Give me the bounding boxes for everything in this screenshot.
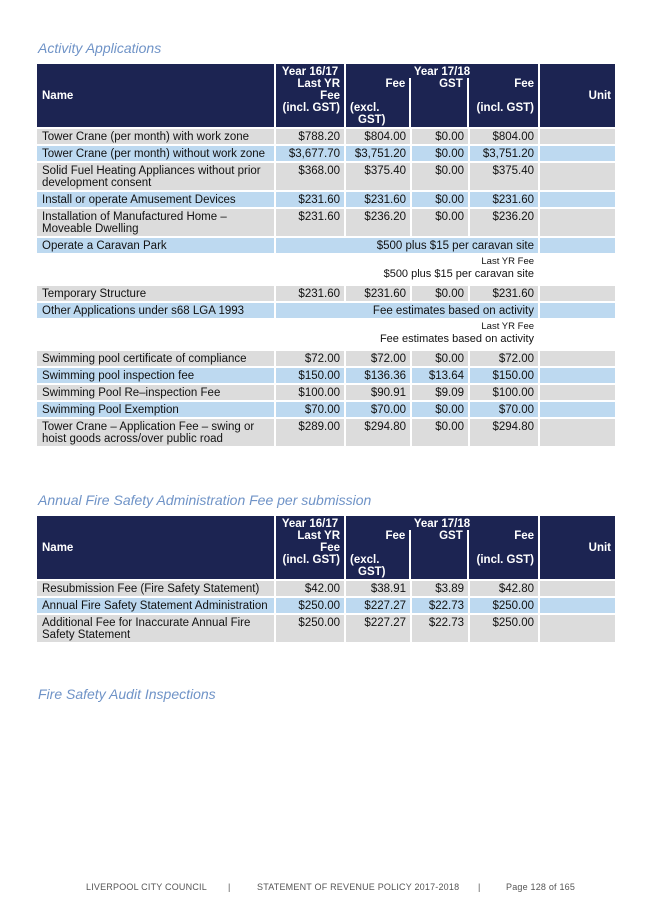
- row-name: Operate a Caravan Park: [37, 237, 275, 253]
- row-gst: $22.73: [411, 597, 469, 614]
- row-name: Tower Crane – Application Fee – swing or hoist goods across/over public road: [37, 418, 275, 446]
- row-fee-excl: $72.00: [345, 350, 411, 367]
- row-unit: [539, 285, 615, 302]
- row-gst: $0.00: [411, 401, 469, 418]
- incl-gst-label-curr: (incl. GST): [476, 102, 535, 114]
- row-last-yr-fee: $250.00: [275, 614, 345, 642]
- row-fee-incl: $231.60: [469, 191, 539, 208]
- table-header-row: [37, 516, 615, 580]
- row-fee-incl: $42.80: [469, 580, 539, 597]
- row-fee-excl: $236.20: [345, 208, 411, 237]
- row-fee-incl: $72.00: [469, 350, 539, 367]
- excl-label: (excl.: [350, 102, 380, 114]
- year-prev-label: Year 16/17: [281, 66, 339, 78]
- col-header-fee-incl: Fee: [514, 78, 535, 90]
- row-last-yr-fee: $289.00: [275, 418, 345, 446]
- row-last-yr-fee: $100.00: [275, 384, 345, 401]
- row-last-yr-fee: $231.60: [275, 191, 345, 208]
- row-fee-incl: $250.00: [469, 614, 539, 642]
- table-row: [37, 285, 615, 302]
- footer-org: LIVERPOOL CITY COUNCIL: [86, 882, 207, 892]
- row-unit: [539, 384, 615, 401]
- row-last-yr-fee: $150.00: [275, 367, 345, 384]
- table-row: [37, 597, 615, 614]
- row-last-yr-fee: $231.60: [275, 208, 345, 237]
- row-unit: [539, 367, 615, 384]
- year-curr-label: Year 17/18: [413, 518, 471, 530]
- row-last-yr-fee: $231.60: [275, 285, 345, 302]
- row-last-yr-fee: $72.00: [275, 350, 345, 367]
- row-fee-incl: $804.00: [469, 128, 539, 145]
- row-name: Tower Crane (per month) without work zone: [37, 145, 275, 162]
- row-unit: [539, 162, 615, 191]
- last-yr-note: [37, 253, 539, 285]
- col-header-unit: Unit: [539, 516, 615, 580]
- row-name: Install or operate Amusement Devices: [37, 191, 275, 208]
- row-fee-text: $500 plus $15 per caravan site: [275, 237, 539, 253]
- row-name: Additional Fee for Inaccurate Annual Fire Safety Statement: [37, 614, 275, 642]
- row-gst: $0.00: [411, 191, 469, 208]
- table-row: [37, 208, 615, 237]
- col-header-unit: Unit: [539, 64, 615, 128]
- last-yr-note-text: Fee estimates based on activity: [379, 333, 535, 345]
- row-last-yr-fee: $368.00: [275, 162, 345, 191]
- last-yr-note-text: $500 plus $15 per caravan site: [383, 268, 535, 280]
- row-fee-excl: $294.80: [345, 418, 411, 446]
- row-fee-incl: $70.00: [469, 401, 539, 418]
- row-name: Tower Crane (per month) with work zone: [37, 128, 275, 145]
- fee-label: Fee: [320, 542, 340, 554]
- row-gst: $0.00: [411, 162, 469, 191]
- row-fee-incl: $100.00: [469, 384, 539, 401]
- footer-separator: |: [228, 882, 231, 892]
- table-row: [37, 384, 615, 401]
- col-header-name: Name: [37, 64, 275, 128]
- col-header-name: Name: [37, 516, 275, 580]
- row-gst: $0.00: [411, 418, 469, 446]
- table-row: [37, 580, 615, 597]
- table-row: [37, 191, 615, 208]
- table-row: [37, 367, 615, 384]
- row-name: Installation of Manufactured Home – Moveable Dwelling: [37, 208, 275, 237]
- last-yr-note-row: [37, 253, 615, 285]
- last-yr-note-row: [37, 318, 615, 350]
- row-fee-excl: $375.40: [345, 162, 411, 191]
- fire-safety-audit-title: Fire Safety Audit Inspections: [38, 686, 216, 702]
- row-unit: [539, 237, 615, 253]
- row-fee-excl: $70.00: [345, 401, 411, 418]
- col-header-gst: GST: [439, 530, 463, 542]
- table-row: [37, 128, 615, 145]
- gst-close-label: GST): [358, 114, 386, 126]
- row-last-yr-fee: $788.20: [275, 128, 345, 145]
- row-unit: [539, 350, 615, 367]
- incl-gst-label: (incl. GST): [282, 554, 340, 566]
- row-fee-excl: $231.60: [345, 191, 411, 208]
- table-row: [37, 401, 615, 418]
- row-unit: [539, 208, 615, 237]
- excl-label: (excl.: [350, 554, 380, 566]
- row-name: Resubmission Fee (Fire Safety Statement): [37, 580, 275, 597]
- row-fee-incl: $294.80: [469, 418, 539, 446]
- row-gst: $9.09: [411, 384, 469, 401]
- row-name: Annual Fire Safety Statement Administration: [37, 597, 275, 614]
- year-prev-label: Year 16/17: [281, 518, 339, 530]
- row-gst: $13.64: [411, 367, 469, 384]
- footer-doc-title: STATEMENT OF REVENUE POLICY 2017-2018: [257, 882, 460, 892]
- year-curr-label: Year 17/18: [413, 66, 471, 78]
- row-fee-excl: $90.91: [345, 384, 411, 401]
- row-unit: [539, 614, 615, 642]
- table-row: [37, 145, 615, 162]
- table-row: [37, 614, 615, 642]
- row-last-yr-fee: $250.00: [275, 597, 345, 614]
- row-name: Swimming Pool Exemption: [37, 401, 275, 418]
- incl-gst-label: (incl. GST): [282, 102, 340, 114]
- row-unit: [539, 418, 615, 446]
- row-gst: $0.00: [411, 208, 469, 237]
- row-unit: [539, 191, 615, 208]
- row-fee-excl: $227.27: [345, 614, 411, 642]
- row-last-yr-fee: $42.00: [275, 580, 345, 597]
- row-gst: $0.00: [411, 145, 469, 162]
- table-row: [37, 302, 615, 318]
- row-last-yr-fee: $3,677.70: [275, 145, 345, 162]
- row-unit: [539, 145, 615, 162]
- table-header-row: [37, 64, 615, 128]
- row-fee-excl: $231.60: [345, 285, 411, 302]
- row-gst: $0.00: [411, 285, 469, 302]
- gst-close-label: GST): [358, 566, 386, 578]
- annual-fire-safety-table: [37, 516, 615, 642]
- col-header-last-yr-fee: [275, 64, 345, 128]
- row-name: Swimming pool certificate of compliance: [37, 350, 275, 367]
- row-fee-excl: $227.27: [345, 597, 411, 614]
- col-header-fee-incl: Fee: [514, 530, 535, 542]
- row-gst: $3.89: [411, 580, 469, 597]
- row-name: Swimming Pool Re–inspection Fee: [37, 384, 275, 401]
- row-gst: $0.00: [411, 350, 469, 367]
- table-row: [37, 237, 615, 253]
- row-unit: [539, 302, 615, 318]
- col-header-fee-excl: Fee: [385, 78, 406, 90]
- row-unit: [539, 128, 615, 145]
- row-name: Swimming pool inspection fee: [37, 367, 275, 384]
- incl-gst-label-curr: (incl. GST): [476, 554, 535, 566]
- last-yr-label: Last YR: [297, 530, 340, 542]
- row-fee-incl: $231.60: [469, 285, 539, 302]
- table-row: [37, 350, 615, 367]
- row-fee-incl: $375.40: [469, 162, 539, 191]
- table-row: [37, 162, 615, 191]
- table-row: [37, 418, 615, 446]
- last-yr-note: [37, 318, 539, 350]
- row-fee-excl: $3,751.20: [345, 145, 411, 162]
- row-name: Other Applications under s68 LGA 1993: [37, 302, 275, 318]
- row-unit: [539, 401, 615, 418]
- activity-applications-table: [37, 64, 615, 446]
- row-fee-text: Fee estimates based on activity: [275, 302, 539, 318]
- last-yr-label: Last YR: [297, 78, 340, 90]
- activity-applications-title: Activity Applications: [38, 40, 162, 56]
- fee-label: Fee: [320, 90, 340, 102]
- row-fee-incl: $150.00: [469, 367, 539, 384]
- col-header-fee-excl: Fee: [385, 530, 406, 542]
- col-header-gst: GST: [439, 78, 463, 90]
- row-fee-incl: $3,751.20: [469, 145, 539, 162]
- col-header-year-curr: [345, 64, 539, 128]
- row-gst: $22.73: [411, 614, 469, 642]
- row-unit: [539, 318, 615, 350]
- row-fee-excl: $38.91: [345, 580, 411, 597]
- row-fee-incl: $236.20: [469, 208, 539, 237]
- row-unit: [539, 580, 615, 597]
- row-fee-excl: $804.00: [345, 128, 411, 145]
- footer-separator: |: [478, 882, 481, 892]
- footer-page-number: Page 128 of 165: [506, 882, 576, 892]
- row-name: Temporary Structure: [37, 285, 275, 302]
- last-yr-note-label: Last YR Fee: [481, 321, 535, 332]
- row-unit: [539, 597, 615, 614]
- row-fee-excl: $136.36: [345, 367, 411, 384]
- col-header-year-curr: [345, 516, 539, 580]
- row-gst: $0.00: [411, 128, 469, 145]
- row-last-yr-fee: $70.00: [275, 401, 345, 418]
- row-name: Solid Fuel Heating Appliances without prior development consent: [37, 162, 275, 191]
- annual-fire-safety-title: Annual Fire Safety Administration Fee per submission: [38, 492, 372, 508]
- last-yr-note-label: Last YR Fee: [481, 256, 535, 267]
- row-unit: [539, 253, 615, 285]
- col-header-last-yr-fee: [275, 516, 345, 580]
- row-fee-incl: $250.00: [469, 597, 539, 614]
